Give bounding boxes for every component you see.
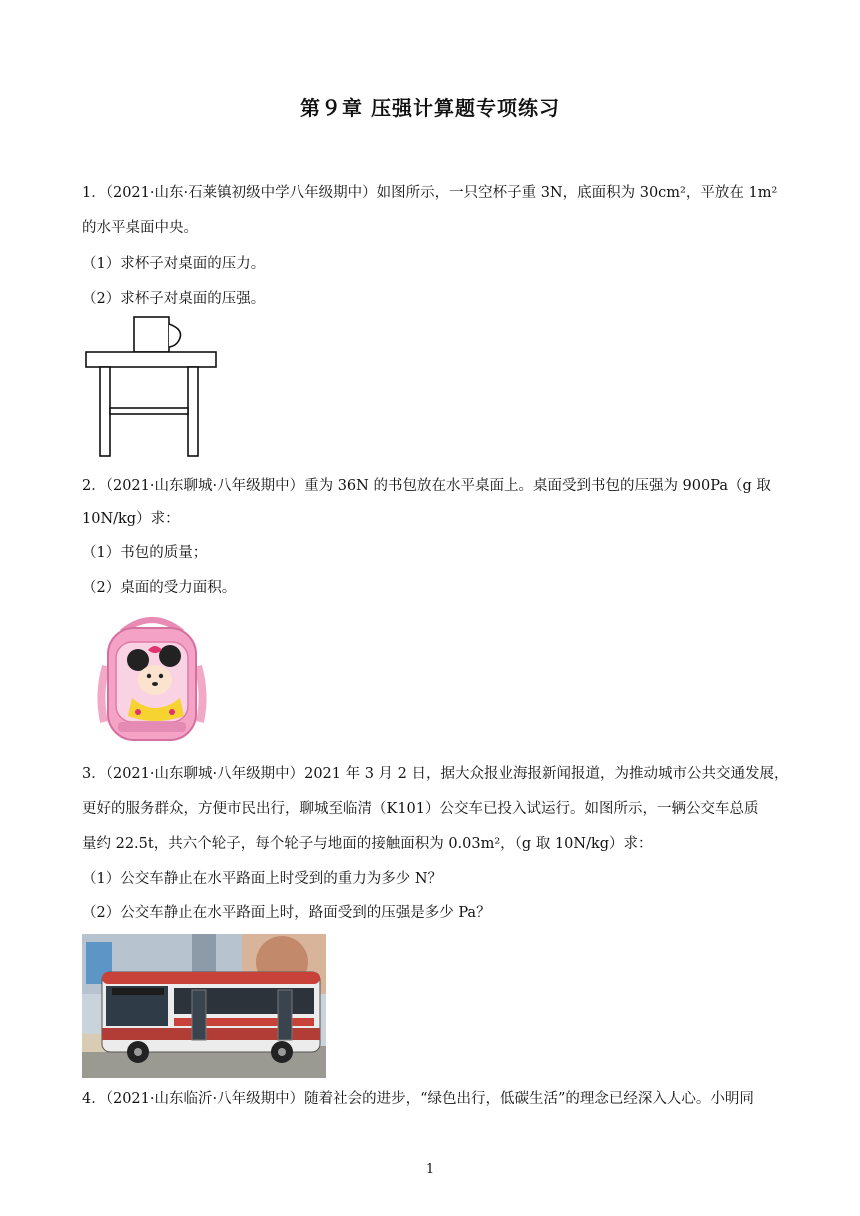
q1-subquestion-1: （1）求杯子对桌面的压力。 (82, 256, 266, 272)
schoolbag-image (92, 614, 212, 744)
mouse-ear-right (159, 645, 181, 667)
table-leg-left (100, 367, 110, 456)
cup-on-table-figure (84, 316, 219, 458)
q3-line-3: 量约 22.5t，共六个轮子，每个轮子与地面的接触面积为 0.03m²，（g 取 10N/kg）求： (82, 836, 653, 852)
q3-subquestion-1: （1）公交车静止在水平路面上时受到的重力为多少 N？ (82, 871, 443, 887)
q2-subquestion-1: （1）书包的质量； (82, 545, 208, 561)
cup-handle (169, 324, 181, 347)
bus (102, 972, 320, 1063)
q2-line-2: 10N/kg）求： (82, 511, 180, 527)
table-top (86, 352, 216, 367)
q3-line-2: 更好的服务群众，方便市民出行，聊城至临清（K101）公交车已投入试运行。如图所示，一辆公交车总质 (82, 801, 759, 817)
q1-line-1: 1．（2021·山东·石莱镇初级中学八年级期中）如图所示，一只空杯子重 3N，底面积为 30cm²，平放在 1m² (82, 185, 778, 201)
q1-subquestion-2: （2）求杯子对桌面的压强。 (82, 291, 266, 307)
cup (134, 317, 169, 352)
table-crossbar (110, 408, 188, 414)
q2-line-1: 2．（2021·山东聊城·八年级期中）重为 36N 的书包放在水平桌面上。桌面受到书包的压强为 900Pa（g 取 (82, 478, 771, 494)
q3-line-1: 3．（2021·山东聊城·八年级期中）2021 年 3 月 2 日，据大众报业海报新闻报道，为推动城市公共交通发展， (82, 766, 789, 782)
q4-line-1: 4．（2021·山东临沂·八年级期中）随着社会的进步，“绿色出行，低碳生活”的理念已经深入人心。小明同 (82, 1091, 754, 1107)
q2-subquestion-2: （2）桌面的受力面积。 (82, 580, 237, 596)
q1-line-2: 的水平桌面中央。 (82, 220, 198, 236)
q3-subquestion-2: （2）公交车静止在水平路面上时，路面受到的压强是多少 Pa？ (82, 905, 491, 921)
bus-photo (82, 934, 326, 1078)
table-leg-right (188, 367, 198, 456)
page-title: 第９章 压强计算题专项练习 (300, 96, 560, 120)
mouse-face (138, 665, 172, 695)
page-number: 1 (425, 1162, 435, 1177)
